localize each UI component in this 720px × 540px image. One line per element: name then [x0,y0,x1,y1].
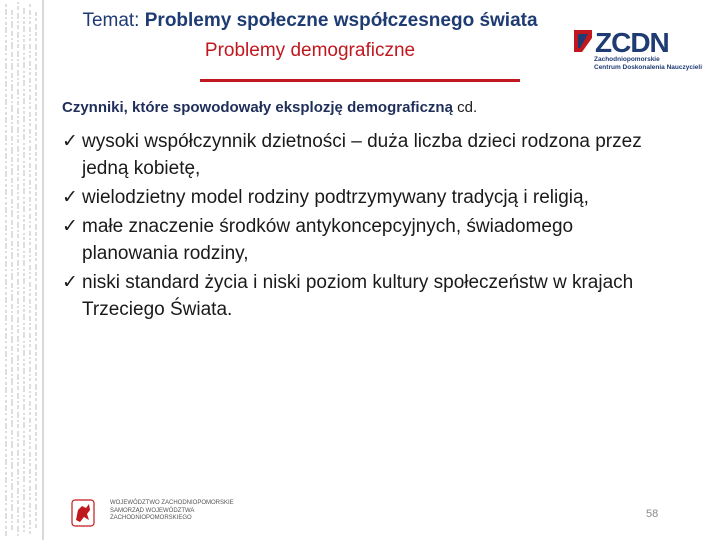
sponsor-line-2: SAMORZĄD WOJEWÓDZTWA [110,507,195,514]
griffin-emblem-icon [66,498,106,528]
checkmark-icon: ✓ [62,216,78,237]
bullet-text: wysoki współczynnik dzietności – duża liczba dzieci rodzona przez jedną kobietę, [82,131,642,179]
logo-name: ZCDN [595,27,669,58]
checkmark-icon: ✓ [62,131,78,152]
intro-bold: Czynniki, które spowodowały eksplozję demograficzną [62,99,453,116]
checkmark-icon: ✓ [62,272,78,293]
slide-title [46,8,574,34]
title-underline [200,79,520,82]
zcdn-logo-mark-icon [572,26,594,56]
list-item [62,128,702,182]
logo-subtitle [594,56,703,72]
logo-sub-line-1: Zachodniopomorskie [594,56,660,63]
slide-header [46,8,574,64]
intro-tail: cd. [452,99,478,116]
slide-content [62,98,702,325]
bullet-text: wielodzietny model rodziny podtrzymywany tradycją i religią, [82,187,589,208]
handwriting-decoration [0,0,46,540]
sponsor-line-1: WOJEWÓDZTWO ZACHODNIOPOMORSKIE [110,500,234,506]
intro-text [62,98,702,118]
sponsor-logo [66,498,234,530]
sponsor-text [110,500,234,523]
slide-subtitle: Problemy demograficzne [204,40,416,61]
sponsor-line-3: ZACHODNIOPOMORSKIEGO [110,515,192,521]
title-topic: Problemy społeczne współczesnego świata [144,10,538,31]
list-item [62,213,702,267]
page-number: 58 [646,508,659,520]
zcdn-logo [572,26,703,74]
bullet-text: niski standard życia i niski poziom kultury społeczeństw w krajach Trzeciego Świata. [82,272,634,320]
list-item [62,269,702,323]
title-prefix: Temat: [82,10,145,31]
checkmark-icon: ✓ [62,187,78,208]
bullet-text: małe znaczenie środków antykoncepcyjnych, świadomego planowania rodziny, [82,216,574,264]
bullet-list [62,128,702,323]
logo-sub-line-2: Centrum Doskonalenia Nauczycieli [594,64,703,71]
list-item [62,184,702,211]
